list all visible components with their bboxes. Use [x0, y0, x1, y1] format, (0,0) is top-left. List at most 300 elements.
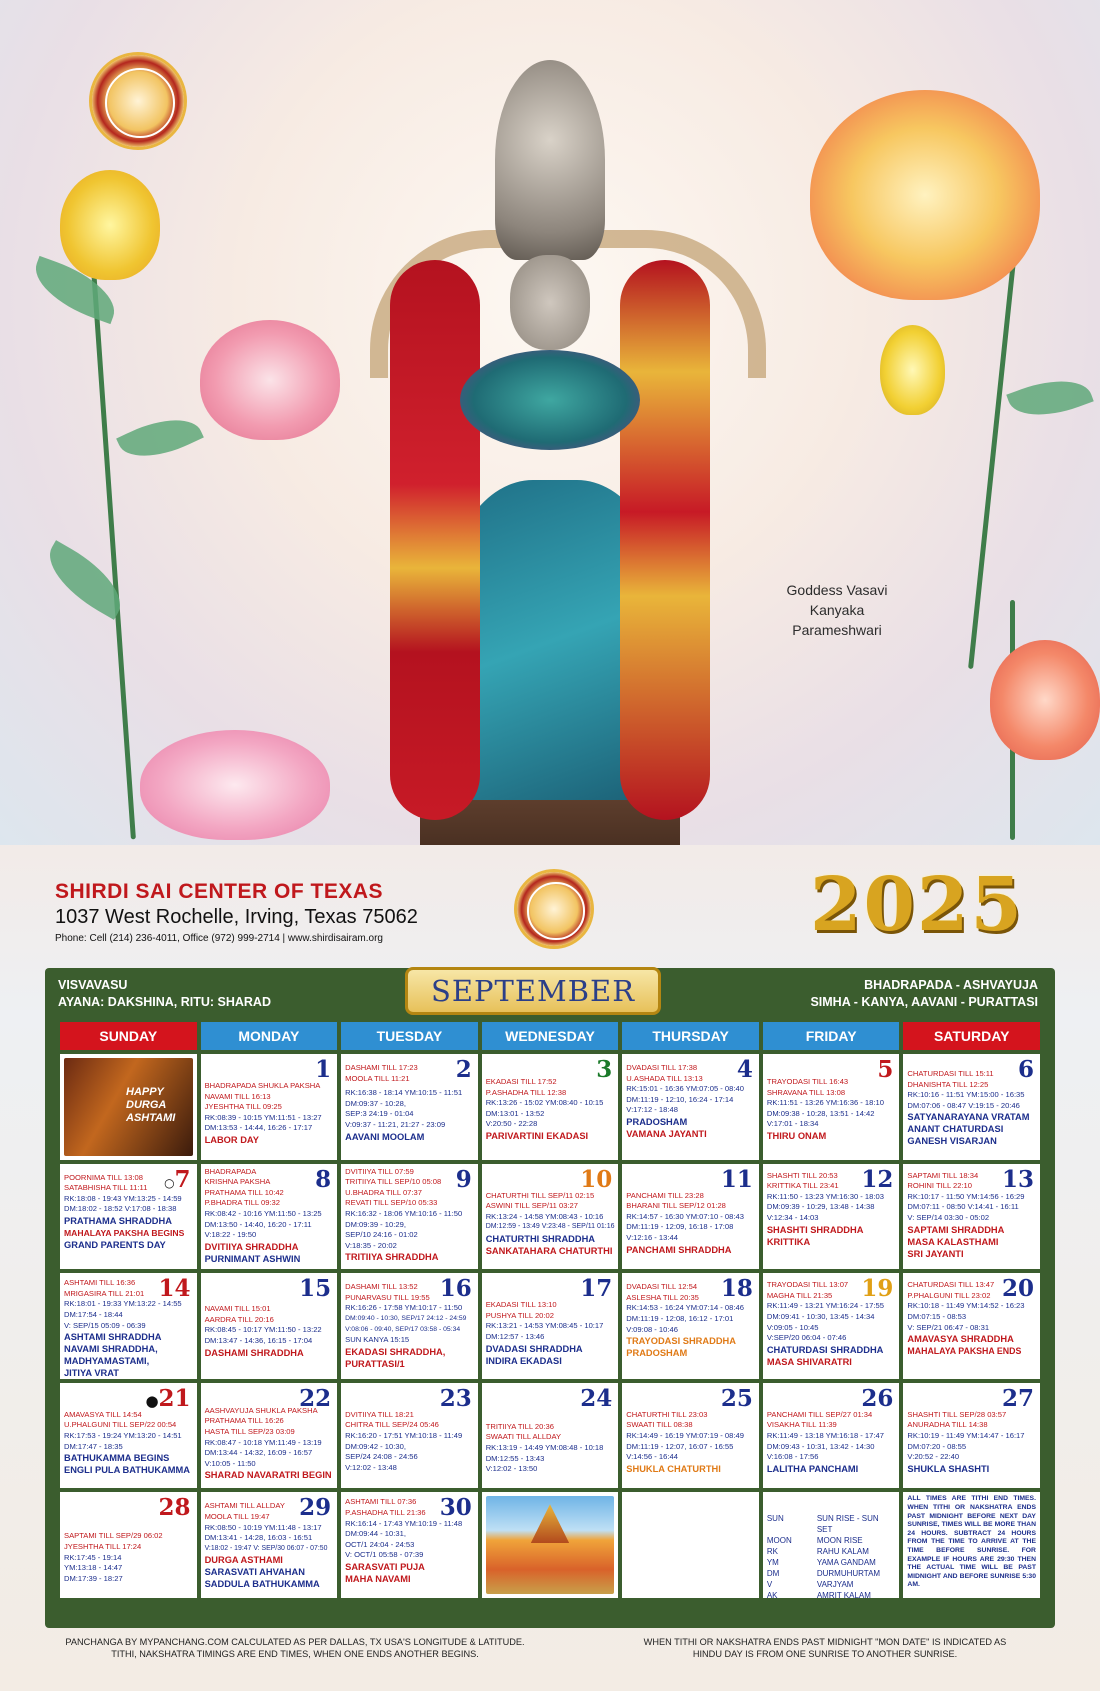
event: THIRU ONAM: [766, 1130, 827, 1141]
day-cell: [763, 1273, 900, 1379]
event: CHATURDASI SHRADDHA: [766, 1344, 884, 1355]
date-number: 26: [861, 1384, 894, 1412]
day-cell: [903, 1054, 1040, 1160]
timing: DM:07:11 - 08:50 V:14:41 - 16:11: [907, 1202, 1019, 1212]
tithi: DVADASI TILL 12:54: [626, 1282, 698, 1292]
event: ENGLI PULA BATHUKAMMA: [64, 1465, 191, 1476]
footer-left: [60, 1636, 530, 1660]
footer-right: [600, 1636, 1050, 1660]
date-number-text: 7: [174, 1165, 191, 1193]
day-cell: [60, 1273, 197, 1379]
event: SRI JAYANTI: [907, 1248, 964, 1259]
timing: RK:10:16 - 11:51 YM:15:00 - 16:35: [907, 1090, 1025, 1100]
tithi: SAPTAMI TILL 18:34: [907, 1170, 979, 1180]
date-number: 20: [1001, 1275, 1034, 1303]
idol: [350, 60, 750, 830]
event: SADDULA BATHUKAMMA: [204, 1579, 320, 1590]
tithi: NAVAMI TILL 15:01: [204, 1304, 271, 1314]
event: LABOR DAY: [204, 1134, 259, 1145]
timing: DM:17:54 - 18:44: [64, 1309, 123, 1319]
durga-image: [64, 1058, 193, 1156]
event: PANCHAMI SHRADDHA: [626, 1244, 732, 1255]
day-cell: [622, 1273, 759, 1379]
date-number: 8: [315, 1165, 332, 1193]
abbreviation-legend: [767, 1513, 896, 1598]
timing: DM:13:47 - 14:36, 16:15 - 17:04: [204, 1335, 313, 1345]
footer-line: PANCHANGA BY MYPANCHANG.COM CALCULATED AS PER DALLAS, TX USA'S LONGITUDE & LATITUDE.: [65, 1637, 525, 1647]
legend-value: AMRIT KALAM: [816, 1591, 871, 1598]
timing: DM:11:19 - 12:09, 16:18 - 17:08: [626, 1222, 734, 1232]
timing: RK:11:50 - 13:23 YM:16:30 - 18:03: [766, 1191, 884, 1201]
leaf: [36, 540, 134, 620]
tithi: PRATHAMA TILL 10:42: [204, 1187, 284, 1197]
nakshatra: ANURADHA TILL 14:38: [907, 1420, 988, 1430]
date-number: ●21: [145, 1384, 191, 1412]
tithi: TRITIIYA TILL 20:36: [485, 1421, 554, 1431]
day-header-monday: MONDAY: [201, 1022, 338, 1050]
day-header-saturday: SATURDAY: [903, 1022, 1040, 1050]
temple-tower: [531, 1504, 570, 1543]
timing: V:14:56 - 16:44: [626, 1452, 678, 1462]
event: BATHUKAMMA BEGINS: [64, 1453, 170, 1464]
footer-line: TITHI, NAKSHATRA TIMINGS ARE END TIMES, WHEN ONE ENDS ANOTHER BEGINS.: [111, 1649, 479, 1659]
timing: V:18:22 - 19:50: [204, 1230, 257, 1240]
timing: DM:17:39 - 18:27: [64, 1573, 123, 1583]
deity-caption: [762, 580, 912, 640]
nakshatra: P.ASHADHA TILL 12:38: [485, 1087, 567, 1097]
date-number: 28: [158, 1494, 191, 1522]
day-cell: [201, 1273, 338, 1379]
timing: V:09:37 - 11:21, 21:27 - 23:09: [345, 1119, 446, 1129]
day-cell-empty: [482, 1492, 619, 1598]
temple-image: [486, 1496, 615, 1594]
pink-flower: [140, 730, 330, 840]
nakshatra: JYESHTHA TILL 17:24: [64, 1541, 142, 1551]
paksha: AASHVAYUJA SHUKLA PAKSHA: [204, 1405, 318, 1415]
timing: V:17:01 - 18:34: [766, 1119, 819, 1129]
date-number: 2: [455, 1056, 472, 1083]
timing: RK:08:39 - 10:15 YM:11:51 - 13:27: [204, 1112, 322, 1122]
timing: DM:09:44 - 10:31,: [345, 1529, 406, 1539]
event: PARIVARTINI EKADASI: [485, 1130, 589, 1141]
event: TRITIIYA SHRADDHA: [345, 1252, 439, 1263]
timing: SEP/10 24:16 - 01:02: [345, 1230, 418, 1240]
nakshatra: CHITRA TILL SEP/24 05:46: [345, 1420, 439, 1430]
event: SARASVATI AHVAHAN: [204, 1567, 305, 1578]
nakshatra: ROHINI TILL 22:10: [907, 1181, 972, 1191]
date-number-text: 21: [158, 1384, 191, 1412]
timing: RK:13:21 - 14:53 YM:08:45 - 10:17: [485, 1321, 604, 1331]
timing: YM:13:18 - 14:47: [64, 1563, 123, 1573]
nakshatra: REVATI TILL SEP/10 05:33: [345, 1198, 438, 1208]
date-number: 25: [720, 1384, 753, 1412]
timing: RK:11:49 - 13:18 YM:16:18 - 17:47: [766, 1430, 884, 1440]
necklace: [460, 350, 640, 450]
day-cell: [763, 1054, 900, 1160]
timing: V: OCT/1 05:58 - 07:39: [345, 1550, 424, 1560]
day-cell: [341, 1383, 478, 1489]
calendar-grid: [60, 1022, 1040, 1598]
nakshatra: KRITTIKA TILL 23:41: [766, 1181, 839, 1191]
timing: V:SEP/20 06:04 - 07:46: [766, 1333, 847, 1343]
silver-crown: [495, 60, 605, 260]
date-number: 17: [580, 1275, 613, 1303]
ayana-ritu: AYANA: DAKSHINA, RITU: SHARAD: [58, 995, 271, 1009]
day-cell: [201, 1054, 338, 1160]
event: MAHALAYA PAKSHA ENDS: [907, 1346, 1022, 1357]
rose-garland-left: [390, 260, 480, 820]
nakshatra: MOOLA TILL 11:21: [345, 1073, 410, 1083]
year: 2025: [810, 862, 1024, 948]
tithi: PANCHAMI TILL 23:28: [626, 1190, 704, 1200]
legend-cell: [763, 1492, 900, 1598]
timing: V: SEP/21 06:47 - 08:31: [907, 1322, 990, 1332]
yellow-flower: [60, 170, 160, 280]
event: PRADOSHAM: [626, 1116, 688, 1127]
tithi: PANCHAMI TILL SEP/27 01:34: [766, 1409, 873, 1419]
day-cell-empty: [622, 1492, 759, 1598]
tithi: CHATURTHI TILL SEP/11 02:15: [485, 1190, 595, 1200]
timing: DM:17:47 - 18:35: [64, 1441, 123, 1451]
tithi: SHASHTI TILL 20:53: [766, 1170, 838, 1180]
timing: V:18:02 - 19:47 V: SEP/30 06:07 - 07:50: [204, 1544, 328, 1552]
date-number: 16: [439, 1275, 472, 1303]
tithi: CHATURDASI TILL 15:11: [907, 1069, 994, 1078]
timing: DM:07:15 - 08:53: [907, 1311, 967, 1321]
timing: DM:13:01 - 13:52: [485, 1108, 545, 1118]
orange-flower: [810, 90, 1040, 300]
event: JITIYA VRAT: [64, 1368, 119, 1379]
footer-line: WHEN TITHI OR NAKSHATRA ENDS PAST MIDNIGHT "MON DATE" IS INDICATED AS: [643, 1637, 1007, 1647]
legend-value: DURMUHURTAM: [816, 1569, 881, 1579]
date-number: 18: [720, 1275, 753, 1303]
date-number: 6: [1017, 1056, 1034, 1083]
flower-stem: [89, 241, 136, 840]
date-number: 29: [299, 1494, 332, 1522]
timing: V:17:12 - 18:48: [626, 1105, 678, 1115]
footer-line: HINDU DAY IS FROM ONE SUNRISE TO ANOTHER SUNRISE.: [692, 1649, 958, 1659]
event: SATYANARAYANA VRATAM: [907, 1112, 1030, 1123]
day-header-wednesday: WEDNESDAY: [482, 1022, 619, 1050]
timing: V:08:06 - 09:40, SEP/17 03:58 - 05:34: [345, 1325, 461, 1333]
deity-face: [510, 255, 590, 350]
nakshatra: MAGHA TILL 21:35: [766, 1290, 833, 1300]
timing: DM:09:40 - 10:30, SEP/17 24:12 - 24:59: [345, 1314, 467, 1322]
tithi: EKADASI TILL 17:52: [485, 1077, 557, 1086]
date-number: 3: [596, 1056, 613, 1083]
timing: DM:11:19 - 12:07, 16:07 - 16:55: [626, 1441, 734, 1451]
event: ANANT CHATURDASI: [907, 1124, 1004, 1135]
date-number: 30: [439, 1494, 472, 1522]
timing: DM:11:19 - 12:10, 16:24 - 17:14: [626, 1094, 734, 1104]
legend-key: SUN: [766, 1514, 784, 1524]
timing: V:10:05 - 11:50: [204, 1458, 256, 1468]
legend-value: SUN RISE - SUN SET: [816, 1514, 879, 1535]
date-number: 4: [736, 1056, 753, 1083]
seal-ring: [105, 68, 175, 138]
day-cell: [341, 1164, 478, 1270]
timing: DM:09:43 - 10:31, 13:42 - 14:30: [766, 1441, 875, 1451]
legend-key: YM: [766, 1558, 779, 1568]
day-cell: [622, 1383, 759, 1489]
timing: RK:10:18 - 11:49 YM:14:52 - 16:23: [907, 1301, 1025, 1311]
timing: DM:09:38 - 10:28, 13:51 - 14:42: [766, 1108, 875, 1118]
nakshatra: VISAKHA TILL 11:39: [766, 1420, 837, 1430]
tithi: TRITIIYA TILL SEP/10 05:08: [345, 1177, 442, 1187]
note-cell: [903, 1492, 1040, 1598]
timing: DM:12:57 - 13:46: [485, 1331, 545, 1341]
tithi: TRAYODASI TILL 13:07: [766, 1280, 849, 1290]
nakshatra: HASTA TILL SEP/23 03:09: [204, 1426, 295, 1436]
nakshatra: PUSHYA TILL 20:02: [485, 1310, 554, 1320]
legend-key: MOON: [766, 1536, 792, 1546]
timing: SEP:3 24:19 - 01:04: [345, 1109, 414, 1119]
tithi: CHATURDASI TILL 13:47: [907, 1280, 995, 1290]
nakshatra: PUNARVASU TILL 19:55: [345, 1292, 430, 1302]
timing: DM:09:39 - 10:29,: [345, 1219, 406, 1229]
tithi: AMAVASYA TILL 14:54: [64, 1409, 142, 1419]
date-number: 13: [1001, 1165, 1034, 1193]
day-cell: [201, 1492, 338, 1598]
org-address: 1037 West Rochelle, Irving, Texas 75062: [55, 906, 418, 928]
samvatsara: VISVAVASU: [58, 978, 128, 992]
day-cell: [482, 1273, 619, 1379]
legend-key: RK: [766, 1547, 778, 1557]
paksha: BHADRAPADA: [204, 1166, 257, 1176]
event: PURATTASI/1: [345, 1358, 405, 1369]
event: TRAYODASI SHRADDHA: [626, 1336, 736, 1347]
timing: V:20:50 - 22:28: [485, 1119, 538, 1129]
event: SANKATAHARA CHATURTHI: [485, 1245, 613, 1256]
timing: V:12:02 - 13:50: [485, 1464, 538, 1474]
timing: RK:17:53 - 19:24 YM:13:20 - 14:51: [64, 1430, 182, 1440]
event: SHUKLA CHATURTHI: [626, 1463, 721, 1474]
day-cell: [903, 1164, 1040, 1270]
event: SHUKLA SHASHTI: [907, 1463, 990, 1474]
day-cell: [60, 1383, 197, 1489]
date-number: 1: [315, 1056, 332, 1083]
timing: V:12:16 - 13:44: [626, 1232, 678, 1242]
timing: RK:16:26 - 17:58 YM:10:17 - 11:50: [345, 1303, 463, 1313]
paksha: KRISHNA PAKSHA: [204, 1177, 271, 1187]
timing: RK:08:47 - 10:18 YM:11:49 - 13:19: [204, 1437, 322, 1447]
timing: V:12:34 - 14:03: [766, 1212, 819, 1222]
timing: RK:16:14 - 17:43 YM:10:19 - 11:48: [345, 1518, 463, 1528]
timing: V:09:05 - 10:45: [766, 1322, 819, 1332]
nakshatra: BHARANI TILL SEP/12 01:28: [626, 1201, 726, 1211]
pink-flower: [200, 320, 340, 440]
timing: RK:13:24 - 14:58 YM:08:43 - 10:16: [485, 1211, 604, 1221]
tithi: EKADASI TILL 13:10: [485, 1300, 557, 1310]
nakshatra: AARDRA TILL 20:16: [204, 1314, 274, 1324]
tithi: POORNIMA TILL 13:08: [64, 1172, 143, 1182]
tithi: ASHTAMI TILL 07:36: [345, 1497, 417, 1507]
event: ASHTAMI SHRADDHA: [64, 1332, 162, 1343]
day-cell-empty: [60, 1054, 197, 1160]
event: PRATHAMA SHRADDHA: [64, 1215, 172, 1226]
event: PURNIMANT ASHWIN: [204, 1253, 301, 1264]
timing: V:16:08 - 17:56: [766, 1452, 819, 1462]
timing: RK:14:57 - 16:30 YM:07:10 - 08:43: [626, 1211, 744, 1221]
event: SAPTAMI SHRADDHA: [907, 1224, 1005, 1235]
paksha: BHADRAPADA SHUKLA PAKSHA: [204, 1081, 321, 1090]
event: INDIRA EKADASI: [485, 1355, 562, 1366]
tithi: DVITIIYA TILL 07:59: [345, 1166, 414, 1176]
day-cell: [201, 1383, 338, 1489]
legend-value: MOON RISE: [816, 1536, 863, 1546]
leaf: [1006, 367, 1093, 428]
event: EKADASI SHRADDHA,: [345, 1346, 446, 1357]
tithi: DVITIIYA TILL 18:21: [345, 1409, 414, 1419]
legend-value: VARJYAM: [816, 1580, 854, 1590]
timing: RK:16:32 - 18:06 YM:10:16 - 11:50: [345, 1208, 463, 1218]
yellow-bud: [880, 325, 945, 415]
date-number: 10: [580, 1165, 613, 1193]
day-cell: [903, 1273, 1040, 1379]
timing: RK:14:49 - 16:19 YM:07:19 - 08:49: [626, 1430, 744, 1440]
date-number: 22: [299, 1384, 332, 1412]
header-left: [58, 977, 271, 1011]
day-header-friday: FRIDAY: [763, 1022, 900, 1050]
caption-line-1: Goddess Vasavi Kanyaka: [786, 582, 888, 618]
timing: DM:13:41 - 14:28, 16:03 - 16:51: [204, 1533, 313, 1543]
timing: RK:18:08 - 19:43 YM:13:25 - 14:59: [64, 1193, 182, 1203]
event: SHARAD NAVARATRI BEGIN: [204, 1470, 332, 1481]
nakshatra: MOOLA TILL 19:47: [204, 1511, 270, 1521]
timing: DM:13:50 - 14:40, 16:20 - 17:11: [204, 1219, 312, 1229]
timing: RK:10:17 - 11:50 YM:14:56 - 16:29: [907, 1191, 1025, 1201]
nakshatra: SWAATI TILL ALLDAY: [485, 1432, 562, 1442]
org-name: SHIRDI SAI CENTER OF TEXAS: [55, 880, 384, 903]
event: AMAVASYA SHRADDHA: [907, 1334, 1014, 1345]
legend-key: DM: [766, 1569, 780, 1579]
timing: V: SEP/15 05:09 - 06:39: [64, 1320, 146, 1330]
tithi: DVADASI TILL 17:38: [626, 1063, 698, 1072]
legend-key: AK: [766, 1591, 778, 1598]
timing: DM:11:19 - 12:08, 16:12 - 17:01: [626, 1313, 734, 1323]
timing: V:12:02 - 13:48: [345, 1462, 397, 1472]
timing: RK:11:49 - 13:21 YM:16:24 - 17:55: [766, 1301, 884, 1311]
timing: DM:12:59 - 13:49 V:23:48 - SEP/11 01:16: [485, 1223, 615, 1231]
nakshatra: U.PHALGUNI TILL SEP/22 00:54: [64, 1420, 177, 1430]
event: MADHYAMASTAMI,: [64, 1356, 150, 1367]
tithi: DASHAMI TILL 13:52: [345, 1282, 418, 1292]
timing: RK:13:26 - 15:02 YM:08:40 - 10:15: [485, 1098, 604, 1108]
event: MAHA NAVAMI: [345, 1573, 411, 1584]
legend-value: YAMA GANDAM: [816, 1558, 876, 1568]
nakshatra: P.PHALGUNI TILL 23:02: [907, 1290, 991, 1300]
red-flower: [990, 640, 1100, 760]
day-cell: [60, 1164, 197, 1270]
timing: RK:18:01 - 19:33 YM:13:22 - 14:55: [64, 1299, 182, 1309]
event: DURGA ASTHAMI: [204, 1555, 283, 1566]
timing: DM:18:02 - 18:52 V:17:08 - 18:38: [64, 1204, 177, 1214]
event: LALITHA PANCHAMI: [766, 1463, 859, 1474]
timing: DM:13:53 - 14:44, 16:26 - 17:17: [204, 1123, 313, 1133]
timing: RK:08:50 - 10:19 YM:11:48 - 13:17: [204, 1522, 322, 1532]
nakshatra: P.ASHADHA TILL 21:36: [345, 1507, 426, 1517]
event: MASA KALASTHAMI: [907, 1236, 999, 1247]
day-cell: [763, 1383, 900, 1489]
durga-banner: HAPPY DURGA ASHTAMI: [126, 1086, 176, 1124]
seal-ring: [527, 882, 584, 939]
tithi: ASHTAMI TILL 16:36: [64, 1278, 136, 1288]
day-cell: [482, 1164, 619, 1270]
date-number: 15: [299, 1275, 332, 1303]
time-note: ALL TIMES ARE TITHI END TIMES. WHEN TITHI OR NAKSHATRA ENDS PAST MIDNIGHT BEFORE NEXT DAY SUNRISE, TIMES WILL BE MORE THAN 24 HOURS. SUBTRACT 24 HOURS FROM THE TIME TO ARRIVE AT THE TIME BEFORE SUNRISE. FOR EXAMPLE IF HOURS ARE 29:30 THEN THE ACTUAL TIME WILL BE PAST MIDNIGHT AND BEFORE SUNRISE 5:30 AM.: [907, 1495, 1036, 1589]
nakshatra: DHANISHTA TILL 12:25: [907, 1079, 989, 1089]
nakshatra: U.BHADRA TILL 07:37: [345, 1187, 422, 1197]
timing: V:09:08 - 10:46: [626, 1324, 678, 1334]
event: AAVANI MOOLAM: [345, 1131, 425, 1142]
tithi: ASHTAMI TILL ALLDAY: [204, 1501, 285, 1511]
deity-photo: [0, 0, 1100, 845]
nakshatra: SATABHISHA TILL 11:11: [64, 1183, 148, 1193]
timing: RK:14:53 - 16:24 YM:07:14 - 08:46: [626, 1303, 744, 1313]
logo-seal: [92, 55, 184, 147]
event: DASHAMI SHRADDHA: [204, 1347, 304, 1358]
date-number: ○7: [164, 1165, 191, 1193]
day-cell: [622, 1164, 759, 1270]
timing: RK:11:51 - 13:26 YM:16:36 - 18:10: [766, 1098, 884, 1108]
date-number: 9: [455, 1165, 472, 1193]
timing: DM:12:55 - 13:43: [485, 1453, 545, 1463]
nakshatra: ASWINI TILL SEP/11 03:27: [485, 1201, 578, 1211]
timing: RK:16:20 - 17:51 YM:10:18 - 11:49: [345, 1430, 463, 1440]
timing: RK:15:01 - 16:36 YM:07:05 - 08:40: [626, 1084, 744, 1094]
day-cell: [341, 1273, 478, 1379]
event: KRITTIKA: [766, 1236, 811, 1247]
timing: OCT/1 24:04 - 24:53: [345, 1539, 415, 1549]
nakshatra: MRIGASIRA TILL 21:01: [64, 1288, 145, 1298]
date-number: 14: [158, 1275, 191, 1303]
tithi: DASHAMI TILL 17:23: [345, 1063, 418, 1072]
timing: RK:16:38 - 18:14 YM:10:15 - 11:51: [345, 1088, 463, 1098]
timing: DM:13:44 - 14:32, 16:09 - 16:57: [204, 1448, 313, 1458]
solar-months: SIMHA - KANYA, AAVANI - PURATTASI: [810, 995, 1038, 1009]
timing: V:18:35 - 20:02: [345, 1240, 397, 1250]
day-cell: [60, 1492, 197, 1598]
timing: RK:10:19 - 11:49 YM:14:47 - 16:17: [907, 1430, 1025, 1440]
date-number: 12: [861, 1165, 894, 1193]
tithi: CHATURTHI TILL 23:03: [626, 1409, 708, 1419]
org-phone: Phone: Cell (214) 236-4011, Office (972) 999-2714 | www.shirdisairam.org: [55, 933, 383, 944]
date-number: 24: [580, 1384, 613, 1412]
event: NAVAMI SHRADDHA,: [64, 1344, 158, 1355]
timing: SUN KANYA 15:15: [345, 1335, 410, 1345]
timing: DM:07:20 - 08:55: [907, 1441, 967, 1451]
timing: RK:08:42 - 10:16 YM:11:50 - 13:25: [204, 1208, 322, 1218]
event: MAHALAYA PAKSHA BEGINS: [64, 1227, 185, 1238]
day-cell: [903, 1383, 1040, 1489]
month-title: SEPTEMBER: [405, 967, 661, 1015]
date-number: 19: [861, 1275, 894, 1303]
timing: SEP/24 24:08 - 24:56: [345, 1452, 418, 1462]
day-cell: [482, 1383, 619, 1489]
day-header-sunday: SUNDAY: [60, 1022, 197, 1050]
timing: RK:17:45 - 19:14: [64, 1552, 122, 1562]
event: VAMANA JAYANTI: [626, 1128, 707, 1139]
tithi: PRATHAMA TILL 16:26: [204, 1416, 284, 1426]
event: CHATURTHI SHRADDHA: [485, 1233, 596, 1244]
event: GRAND PARENTS DAY: [64, 1239, 166, 1250]
day-cell: [763, 1164, 900, 1270]
timing: V: SEP/14 03:30 - 05:02: [907, 1212, 990, 1222]
tithi: TRAYODASI TILL 16:43: [766, 1077, 849, 1086]
timing: DM:09:42 - 10:30,: [345, 1441, 406, 1451]
timing: DM:09:37 - 10:28,: [345, 1098, 406, 1108]
tithi: SHASHTI TILL SEP/28 03:57: [907, 1409, 1007, 1419]
